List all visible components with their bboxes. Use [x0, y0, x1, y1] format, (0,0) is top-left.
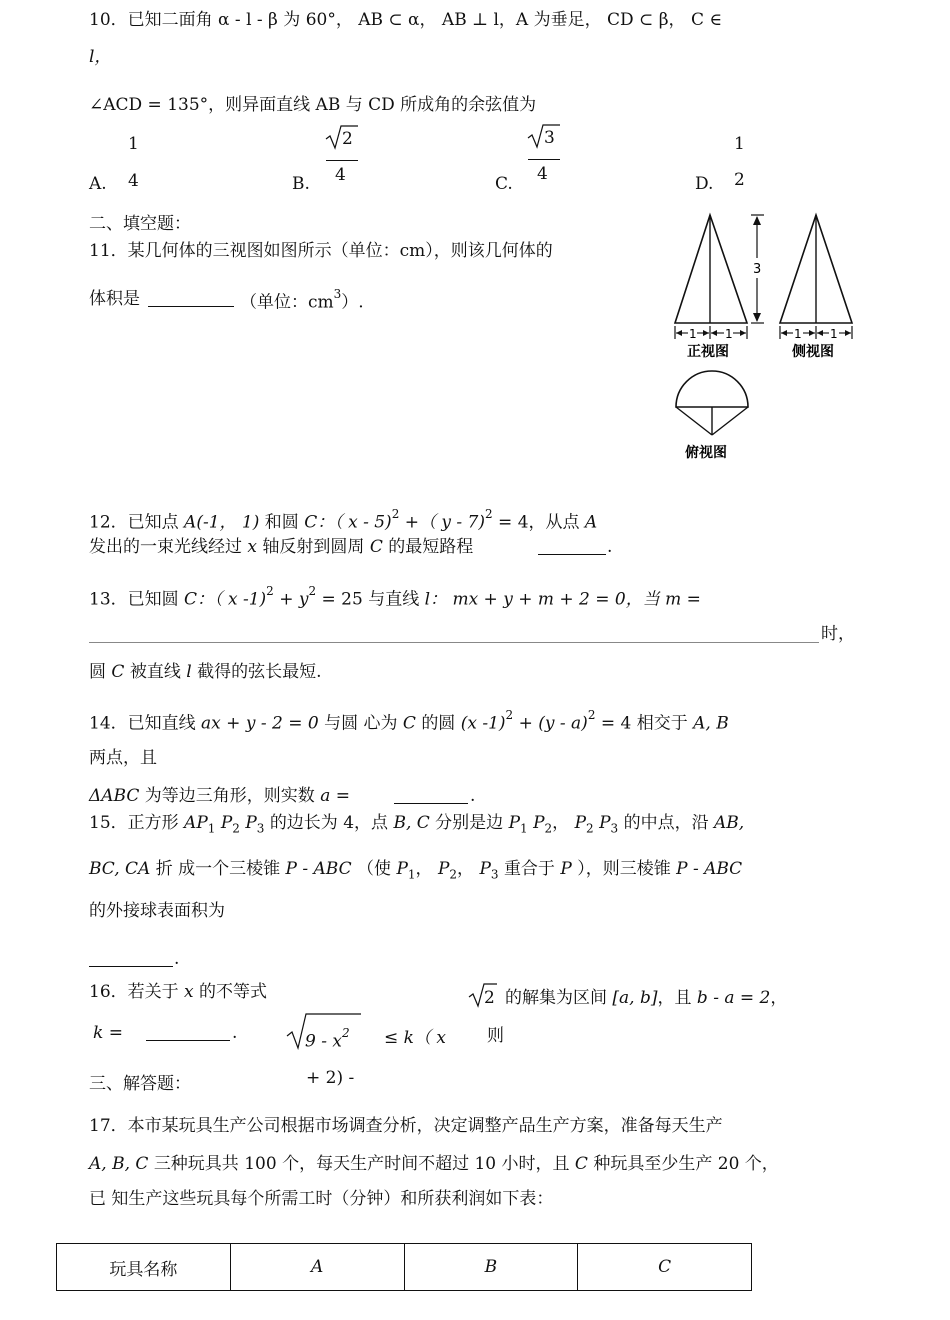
- q16-radicand: $9 - x^2$: [305, 1026, 350, 1052]
- q10-line1: 10．已知二面角 α - l - β 为 60°， AB ⊂ α， AB ⊥ l，A 为垂足， CD ⊂ β， C ∈: [89, 10, 722, 30]
- front-width-dimension: [675, 326, 747, 339]
- option-numerator: 3: [544, 128, 555, 148]
- dim-label: 1: [794, 327, 802, 341]
- dim-label: 1: [689, 327, 697, 341]
- q14-line3: ΔABC 为等边三角形，则实数 a =: [89, 786, 350, 806]
- q15-line3: 的外接球表面积为: [89, 901, 225, 921]
- q11-line2a: 体积是: [89, 289, 140, 309]
- q13-line3: 圆 C 被直线 l 截得的弦长最短.: [89, 662, 322, 682]
- table-header-cell: 玩具名称: [57, 1244, 231, 1291]
- q12-answer-blank[interactable]: [538, 554, 606, 555]
- q16-period: .: [232, 1023, 238, 1043]
- q14-period: .: [470, 786, 476, 806]
- q13-answer-blank[interactable]: [89, 642, 819, 643]
- fraction-bar: [528, 159, 560, 160]
- three-view-figure: [664, 206, 864, 468]
- table-header-cell: A: [230, 1244, 404, 1291]
- fraction-bar: [326, 160, 358, 161]
- section-solutions-heading: 三、解答题：: [89, 1074, 191, 1094]
- section-fill-in-heading: 二、填空题：: [89, 214, 191, 234]
- q17-line3: 已 知生产这些玩具每个所需工时（分钟）和所获利润如下表：: [89, 1189, 554, 1209]
- top-view: [676, 371, 748, 435]
- option-numerator: 1: [734, 134, 745, 154]
- q11-line1: 11．某几何体的三视图如图所示（单位：cm），则该几何体的: [89, 241, 553, 261]
- q12-line2: 发出的一束光线经过 x 轴反射到圆周 C 的最短路程: [89, 537, 474, 557]
- dim-label: 1: [830, 327, 838, 341]
- q16-line3: + 2) -: [306, 1068, 355, 1088]
- option-denominator: 2: [734, 170, 745, 190]
- side-view: [780, 215, 852, 323]
- q16-k-equals: k =: [93, 1023, 123, 1043]
- top-view-label: 俯视图: [685, 445, 727, 461]
- q16-line1a: 16．若关于 x 的不等式: [89, 982, 268, 1002]
- option-denominator: 4: [335, 165, 346, 185]
- height-label: 3: [753, 262, 762, 277]
- q13-line2: 时，: [821, 624, 855, 644]
- option-denominator: 4: [537, 164, 548, 184]
- option-label: C.: [495, 174, 513, 194]
- q13-line1: 13．已知圆 C：（ x $-1)^2 + y^2 = 25$ 与直线 l： mx + y + m + 2 = 0，当 m =: [89, 584, 701, 610]
- table-header-cell: C: [578, 1244, 752, 1291]
- q14-line1: 14．已知直线 ax + y - 2 = 0 与圆 心为 C 的圆 (x -1)$^2$ + (y - a)$^2$ = 4 相交于 A, B: [89, 708, 729, 734]
- q15-answer-blank[interactable]: [89, 966, 173, 967]
- q12-line1: 12．已知点 A(-1， 1) 和圆 C：（ x - 5)$^2$ +（ y - 7)$^2$ = 4，从点 A: [89, 507, 598, 533]
- q10-line1b: l，: [89, 47, 112, 67]
- q17-line2: A, B, C 三种玩具共 100 个，每天生产时间不超过 10 小时，且 C 种玩具至少生产 20 个，: [89, 1154, 779, 1174]
- q12-period: .: [607, 537, 613, 557]
- option-numerator: 1: [128, 134, 139, 154]
- dim-label: 1: [725, 327, 733, 341]
- q15-line1: 15．正方形 $AP_1$ $P_2$ $P_3$ 的边长为 4，点 B, C 分别是边 $P_1$ $P_2$， $P_2$ $P_3$ 的中点，沿 AB,: [89, 813, 745, 836]
- table-header-cell: B: [404, 1244, 578, 1291]
- side-view-label: 侧视图: [792, 344, 834, 360]
- option-label: A.: [89, 174, 107, 194]
- q11-answer-blank[interactable]: [148, 306, 234, 307]
- toy-table: [56, 1243, 752, 1291]
- q15-period: .: [174, 949, 180, 969]
- q14-line2: 两点，且: [89, 748, 157, 768]
- table-row: [57, 1244, 752, 1291]
- q17-line1: 17．本市某玩具生产公司根据市场调查分析，决定调整产品生产方案，准备每天生产: [89, 1116, 723, 1136]
- option-label: B.: [292, 174, 310, 194]
- q15-line2: BC, CA 折 成一个三棱锥 P - ABC （使 $P_1$， $P_2$， $P_3$ 重合于 P ），则三棱锥 P - ABC: [89, 859, 743, 882]
- side-width-dimension: [780, 326, 852, 339]
- option-label: D.: [695, 174, 714, 194]
- q16-inequality: ≤ k（ x: [384, 1028, 446, 1048]
- front-view-label: 正视图: [687, 344, 729, 360]
- option-numerator: 2: [342, 129, 353, 149]
- q11-line2b: （单位：$cm^3$）.: [240, 287, 364, 313]
- q16-sqrt2: 2: [484, 988, 495, 1008]
- option-denominator: 4: [128, 171, 139, 191]
- q10-line2: ∠ACD = 135°，则异面直线 AB 与 CD 所成角的余弦值为: [89, 95, 537, 115]
- q16-then: 则: [487, 1026, 504, 1046]
- q14-answer-blank[interactable]: [394, 803, 468, 804]
- q16-line1b: 的解集为区间 [a, b]，且 b - a = 2，: [505, 988, 788, 1008]
- q16-answer-blank[interactable]: [146, 1040, 230, 1041]
- front-view: [675, 215, 747, 323]
